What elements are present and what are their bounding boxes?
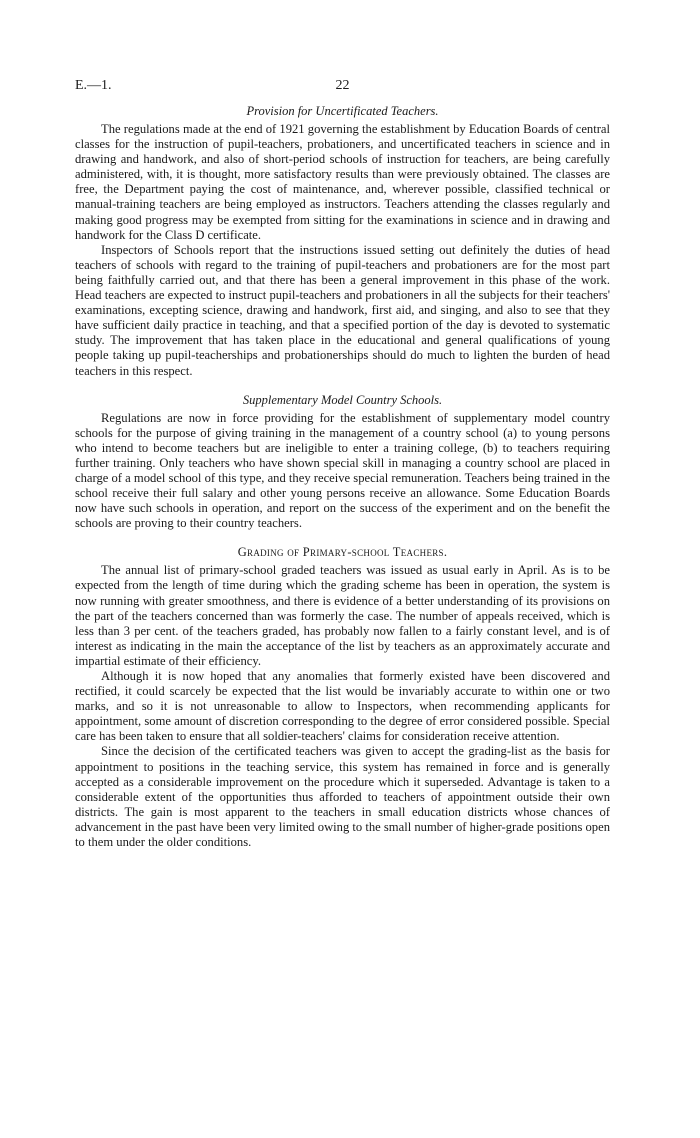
page-header: [75, 78, 610, 100]
paragraph: Although it is now hoped that any anomalies that formerly existed have been discovered and rectified, it could scarcely be expected that the list would be invariably accurate to within one or two marks, and so it is not unreasonable to allow to Inspectors, when recommending applicants for appointment, some amount of discretion corresponding to the degree of error considered possible. Special care has been taken to ensure that all soldier-teachers' claims for consideration receive attention.: [75, 669, 610, 744]
page-number: 22: [335, 78, 350, 93]
document-id: E.—1.: [75, 78, 112, 93]
paragraph: The annual list of primary-school graded teachers was issued as usual early in April. As is to be expected from the length of time during which the grading scheme has been in operation, the system is now running with greater smoothness, and there is evidence of a better understanding of its provisions on the part of the teachers concerned than was formerly the case. The number of appeals received, which is less than 3 per cent. of the teachers graded, has probably now fallen to a fairly constant level, and is of interest as indicating in the main the acceptance of the list by teachers as an approximately accurate and impartial estimate of their efficiency.: [75, 563, 610, 668]
paragraph: Regulations are now in force providing for the establishment of supplementary model country schools for the purpose of giving training in the management of a country school (a) to young persons who intend to become teachers but are ineligible to enter a training college, (b) to teachers requiring further training. Only teachers who have shown special skill in managing a country school are placed in charge of a model school of this type, and they receive special remuneration. Teachers being trained in the school receive their full salary and other young persons receive an allowance. Some Education Boards now have such schools in operation, and report on the success of the experiment and on the benefit the schools are proving to their country teachers.: [75, 410, 610, 531]
document-page: [75, 78, 610, 850]
paragraph: Inspectors of Schools report that the instructions issued setting out definitely the duties of head teachers of schools with regard to the training of pupil-teachers and probationers are for the most part being faithfully carried out, and that there has been a general improvement in this phase of the work. Head teachers are expected to instruct pupil-teachers and probationers in all the subjects for their teachers' examinations, excepting science, drawing and handwork, first aid, and singing, and also to see that they have sufficient daily practice in teaching, and that a specified portion of the day is devoted to systematic study. The improvement that has taken place in the educational and general qualifications of young people taking up pupil-teacherships and probationerships should do much to lighten the burden of head teachers in this respect.: [75, 242, 610, 378]
section-heading-uncertificated-teachers: Provision for Uncertificated Teachers.: [246, 104, 439, 118]
paragraph: Since the decision of the certificated teachers was given to accept the grading-list as the basis for appointment to positions in the teaching service, this system has remained in force and is generally accepted as a considerable improvement on the procedure which it superseded. Advantage is taken to a considerable extent of the opportunities thus afforded to teachers of appointment outside their own districts. The gain is most apparent to the teachers in small education districts whose chances of advancement in the past have been very limited owing to the small number of higher-grade positions open to them under the older conditions.: [75, 744, 610, 850]
section-heading-grading-teachers: Grading of Primary-school Teachers.: [237, 545, 448, 560]
section-heading-model-country-schools: Supplementary Model Country Schools.: [242, 392, 443, 407]
paragraph: The regulations made at the end of 1921 governing the establishment by Education Boards of central classes for the instruction of pupil-teachers, probationers, and uncertificated teachers in science and in drawing and handwork, and also of short-period schools of instruction for teachers, are being carefully administered, with, it is thought, more satisfactory results than were previously obtained. The classes are free, the Department paying the cost of maintenance, and, wherever possible, classified technical or manual-training teachers are being employed as instructors. Teachers attending the classes regularly and making good progress may be exempted from sitting for the examinations in science and in drawing and handwork for the Class D certificate.: [75, 122, 610, 242]
